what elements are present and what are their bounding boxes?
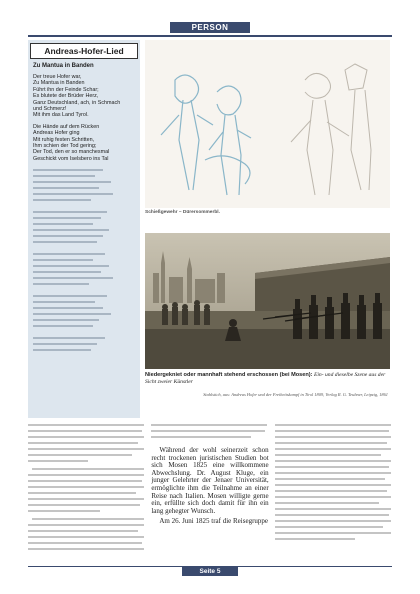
stanza-line: Es blutete der Brüder Herz, (33, 93, 99, 100)
engraving-caption (145, 372, 390, 386)
section-tab: PERSON (170, 22, 250, 33)
stanza-line: Der Tod, den er so manchesmal (33, 149, 110, 156)
image-credit: Stahlstich, aus: Andreas Hofer und der Freiheitskampf in Tirol 1809, Verlag R. G. Teubner, Leipzig, 1861 (203, 392, 388, 397)
sketch-caption-bold: Schießgewehr – Dürersommerbl. (145, 210, 220, 215)
engraving-drawing (145, 233, 390, 369)
page-number: Seite 5 (182, 567, 238, 576)
song-subtitle: Zu Mantua in Banden (33, 63, 94, 69)
stanza-line: Mit ruhig festen Schritten, (33, 136, 95, 143)
stanza-line: Andreas Hofer ging (33, 130, 80, 137)
stanza-line: Führt ihn der Feinde Schar; (33, 86, 99, 93)
stanza-2 (33, 124, 135, 162)
faded-text (151, 422, 268, 444)
stanza-line: Ganz Deutschland, ach, in Schmach (33, 99, 121, 106)
engraving-caption-rest: Ein- und dieselbe Szene aus der Sicht zweier Künstler (145, 372, 386, 385)
featured-last-line: Am 26. Juni 1825 traf die Reisegruppe (159, 517, 269, 526)
faded-stanzas (28, 167, 140, 382)
song-sidebar (28, 40, 140, 418)
stanza-line: und Schmerz! (33, 106, 67, 113)
column-1 (28, 422, 145, 562)
body-columns (28, 422, 392, 562)
stanza-line: Ihm schien der Tod gering; (33, 143, 97, 150)
stanza-line: Die Hände auf dem Rücken (33, 123, 100, 130)
stanza-line: Geschickt vom Iselsbero ins Tal (33, 155, 109, 162)
engraving-illustration (145, 233, 390, 369)
sketch-drawing (145, 40, 390, 208)
song-title: Andreas-Hofer-Lied (30, 43, 138, 59)
stanza-line: Mit ihm das Land Tyrol. (33, 112, 89, 119)
faded-text (28, 422, 145, 562)
stanza-1 (33, 74, 135, 119)
top-rule (28, 35, 392, 37)
faded-text (275, 422, 392, 562)
featured-paragraph: Während der wohl seinerzeit schon recht trockenen juristischen Studien bot sich Mosen 1825 eine willkommene Abwechslung. Dr. August Kluge, ein junger Gelehrter der Jenaer Universität, ermöglichte ihm die Teilnahme an einer Reise nach Italien. Mosen willigte gerne ein, erfüllte sich doch damit für ihn ein lang gehegter Wunsch. (151, 446, 269, 515)
stanza-line: Der treue Hofer war, (33, 74, 82, 80)
stanza-line: Zu Mantua in Banden (33, 80, 85, 87)
sketch-caption (145, 210, 390, 216)
engraving-caption-bold: Niedergekniet oder mannhaft stehend erschossen (bei Mosen): (145, 372, 313, 378)
column-2 (151, 422, 268, 562)
column-3 (275, 422, 392, 562)
sketch-illustration (145, 40, 390, 208)
